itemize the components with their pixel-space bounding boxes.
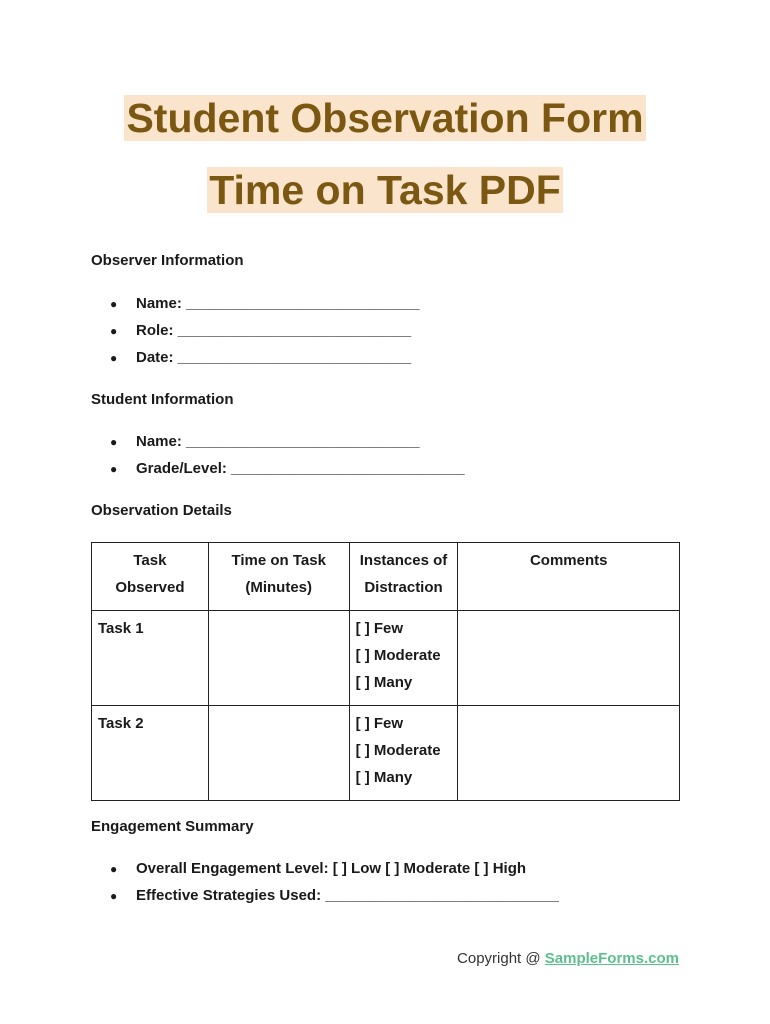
engagement-list <box>110 860 559 914</box>
table-header-row <box>92 543 680 611</box>
checkbox-option[interactable]: [ ] Few <box>355 620 404 637</box>
list-item: ● Name: ____________________________ <box>110 433 420 450</box>
list-item: ● Name: ____________________________ <box>110 295 420 312</box>
checkbox-option[interactable]: [ ] Many <box>355 769 413 786</box>
checkbox-option[interactable]: [ ] Few <box>355 715 404 732</box>
distraction-cell <box>349 706 458 801</box>
distraction-cell <box>349 611 458 706</box>
engagement-heading: Engagement Summary <box>91 818 254 835</box>
observation-table <box>91 542 680 801</box>
list-item: ● Effective Strategies Used: ____________________________ <box>110 887 559 904</box>
bullet-icon: ● <box>110 862 118 876</box>
time-cell[interactable] <box>208 611 349 706</box>
header-task-observed: Task Observed <box>92 543 209 611</box>
checkbox-option[interactable]: [ ] Many <box>355 674 413 691</box>
bullet-icon: ● <box>110 435 118 449</box>
checkbox-option[interactable]: [ ] Moderate <box>355 647 441 664</box>
observer-heading: Observer Information <box>91 252 244 269</box>
list-item: ● Role: ____________________________ <box>110 322 412 339</box>
observer-list <box>110 295 420 376</box>
list-item: ● Grade/Level: ____________________________ <box>110 460 465 477</box>
header-time-on-task: Time on Task (Minutes) <box>208 543 349 611</box>
task-cell: Task 2 <box>92 706 209 801</box>
student-heading: Student Information <box>91 391 234 408</box>
student-list <box>110 433 465 487</box>
form-title: Student Observation Form <box>126 95 644 141</box>
copyright-footer: Copyright @ SampleForms.com <box>457 950 679 967</box>
bullet-icon: ● <box>110 324 118 338</box>
header-comments: Comments <box>458 543 680 611</box>
bullet-icon: ● <box>110 462 118 476</box>
bullet-icon: ● <box>110 297 118 311</box>
comments-cell[interactable] <box>458 706 680 801</box>
table-row <box>92 706 680 801</box>
time-cell[interactable] <box>208 706 349 801</box>
task-cell: Task 1 <box>92 611 209 706</box>
form-subtitle: Time on Task PDF <box>209 167 561 213</box>
header-distraction: Instances of Distraction <box>349 543 458 611</box>
list-item: ● Overall Engagement Level: [ ] Low [ ] Moderate [ ] High <box>110 860 527 877</box>
bullet-icon: ● <box>110 351 118 365</box>
bullet-icon: ● <box>110 889 118 903</box>
table-row <box>92 611 680 706</box>
sampleforms-link[interactable]: SampleForms.com <box>544 950 679 967</box>
comments-cell[interactable] <box>458 611 680 706</box>
checkbox-option[interactable]: [ ] Moderate <box>355 742 441 759</box>
details-heading: Observation Details <box>91 502 232 519</box>
list-item: ● Date: ____________________________ <box>110 349 412 366</box>
